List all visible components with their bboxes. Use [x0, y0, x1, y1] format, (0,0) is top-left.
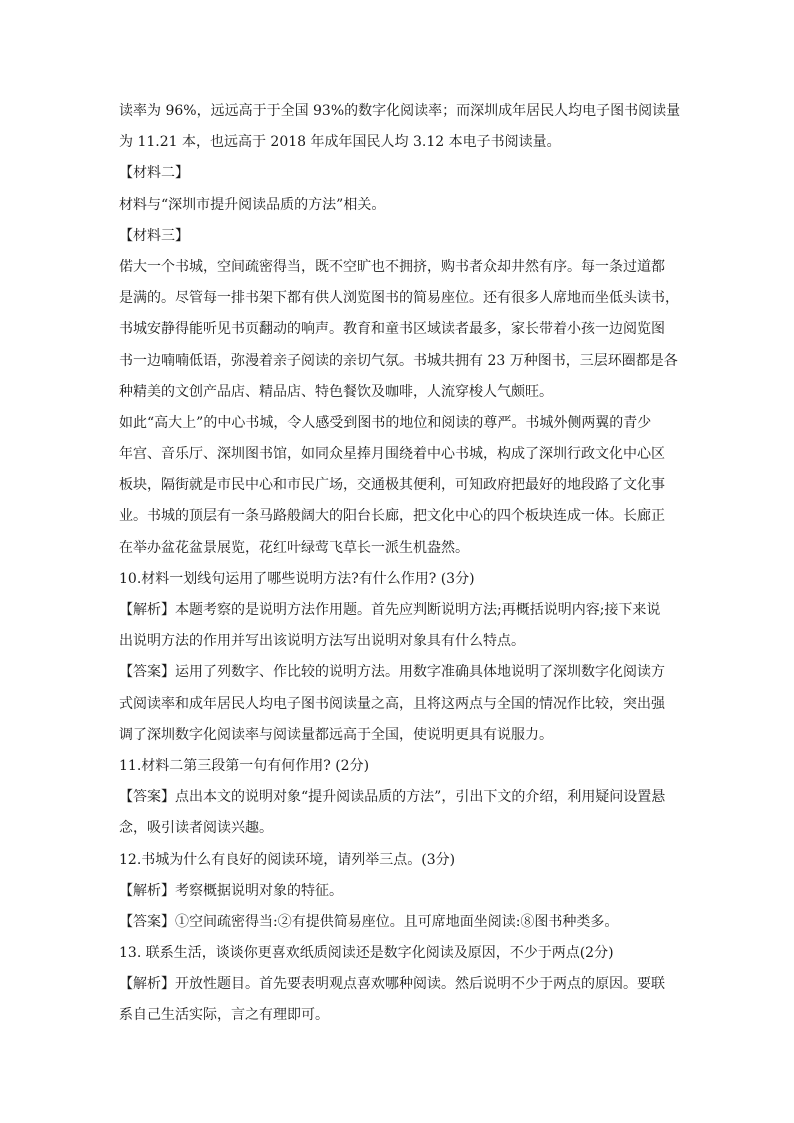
text-line: 偌大一个书城，空间疏密得当，既不空旷也不拥挤，购书者众却井然有序。每一条过道都	[119, 258, 665, 275]
analysis-line: 系自己生活实际，言之有理即可。	[119, 1007, 329, 1024]
text-line: 读率为 96%，远远高于于全国 93%的数字化阅读率；而深圳成年居民人均电子图书阅读量	[119, 103, 681, 119]
answer-line: 【答案】点出本文的说明对象“提升阅读品质的方法”，引出下文的介绍，利用疑问设置悬	[119, 789, 666, 806]
text-line: 种精美的文创产品店、精品店、特色餐饮及咖啡，人流穿梭人气颇旺。	[119, 383, 553, 400]
text-line: 业。书城的顶层有一条马路般阔大的阳台长廊，把文化中心的四个板块连成一体。长廊正	[119, 508, 665, 525]
document-page	[119, 96, 679, 1032]
question-line: 13. 联系生活，谈谈你更喜欢纸质阅读还是数字化阅读及原因，不少于两点(2分)	[119, 945, 614, 962]
text-line: 如此“高大上”的中心书城，令人感受到图书的地位和阅读的尊严。书城外侧两翼的青少	[119, 414, 652, 431]
answer-line: 式阅读率和成年居民人均电子图书阅读量之高，且将这两点与全国的情况作比较，突出强	[119, 695, 665, 712]
text-line: 为 11.21 本，也远高于 2018 年成年国民人均 3.12 本电子书阅读量。	[119, 134, 561, 151]
section-heading: 【材料二】	[119, 165, 189, 182]
question-line: 11.材料二第三段第一句有何作用? (2分)	[119, 757, 370, 774]
text-line: 在举办盆花盆景展览，花红叶绿莺飞草长一派生机盎然。	[119, 539, 469, 556]
section-heading: 【材料三】	[119, 227, 189, 244]
question-line: 10.材料一划线句运用了哪些说明方法?有什么作用? (3分)	[119, 570, 475, 587]
analysis-line: 【解析】本题考察的是说明方法作用题。首先应判断说明方法;再概括说明内容;接下来说	[119, 602, 661, 618]
analysis-line: 出说明方法的作用并写出该说明方法写出说明对象具有什么特点。	[119, 633, 525, 650]
text-line: 书城安静得能听见书页翻动的响声。教育和童书区域读者最多，家长带着小孩一边阅览图	[119, 321, 665, 338]
text-line: 板块，隔街就是市民中心和市民广场，交通极其便利，可知政府把最好的地段路了文化事	[119, 477, 665, 494]
answer-line: 【答案】运用了列数字、作比较的说明方法。用数字准确具体地说明了深圳数字化阅读方	[119, 664, 665, 681]
text-line: 材料与“深圳市提升阅读品质的方法”相关。	[119, 196, 386, 213]
analysis-line: 【解析】开放性题目。首先要表明观点喜欢哪种阅读。然后说明不少于两点的原因。要联	[119, 976, 665, 993]
answer-line: 调了深圳数字化阅读率与阅读量都远高于全国，使说明更具有说服力。	[119, 726, 553, 743]
answer-line: 【答案】①空间疏密得当:②有提供简易座位。且可席地面坐阅读:⑧图书种类多。	[119, 913, 619, 930]
question-line: 12.书城为什么有良好的阅读环境，请列举三点。(3分)	[119, 851, 456, 868]
answer-line: 念，吸引读者阅读兴趣。	[119, 820, 273, 837]
text-line: 是满的。尽管每一排书架下都有供人浏览图书的简易座位。还有很多人席地而坐低头读书，	[119, 290, 679, 307]
analysis-line: 【解析】考察概据说明对象的特征。	[119, 882, 343, 899]
text-line: 书一边喃喃低语，弥漫着亲子阅读的亲切气氛。书城共拥有 23 万种图书，三层环圈都是各	[119, 352, 678, 369]
text-line: 年宫、音乐厅、深圳图书馆，如同众星捧月围绕着中心书城，构成了深圳行政文化中心区	[119, 446, 665, 463]
